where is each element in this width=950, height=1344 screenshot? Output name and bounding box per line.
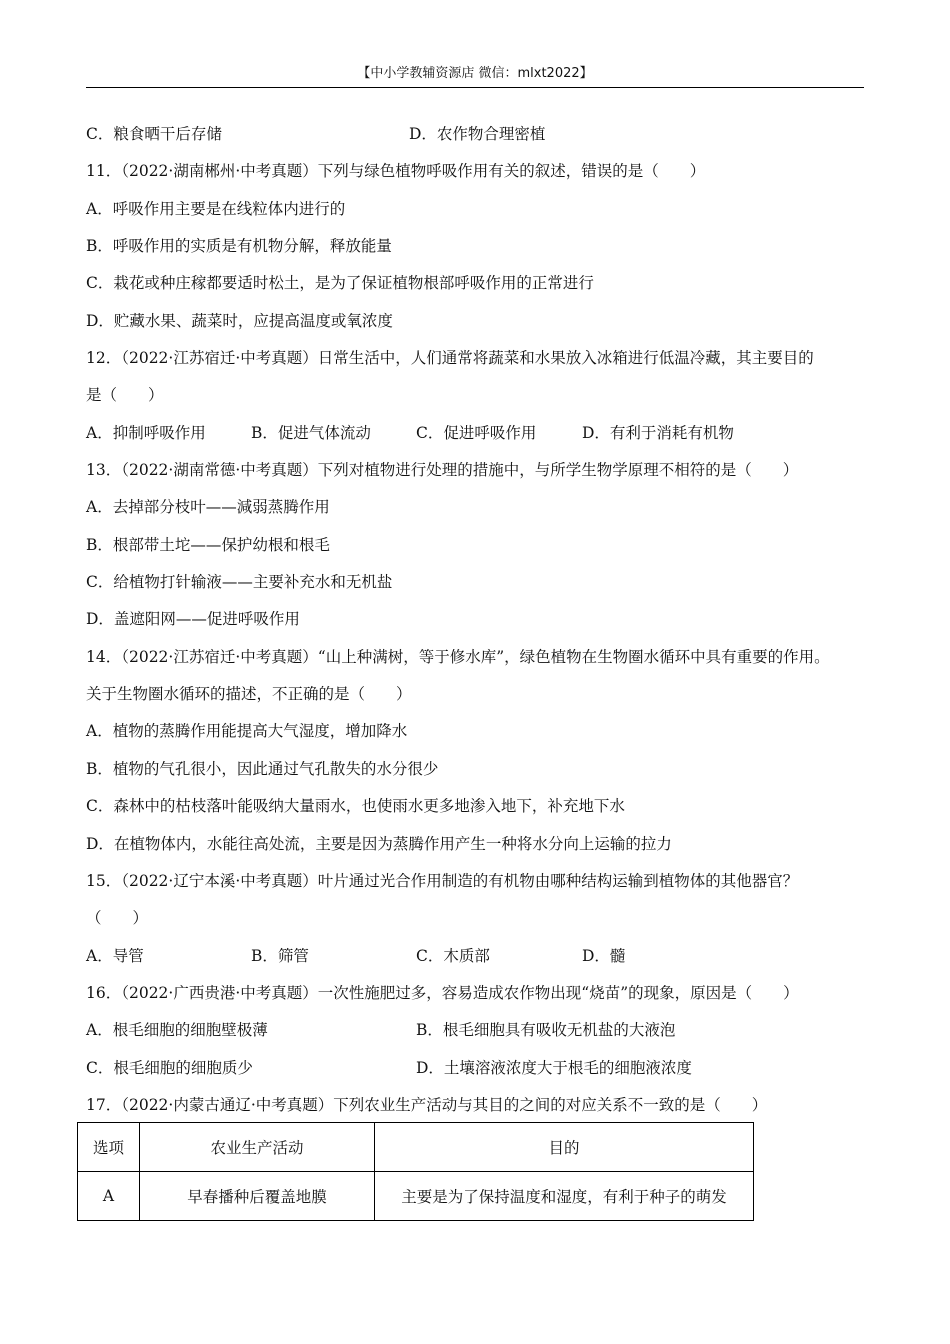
table-row	[78, 1172, 754, 1221]
q14-stem-line1: 14．（2022·江苏宿迁·中考真题）“山上种满树，等于修水库”，绿色植物在生物圈水循环中具有重要的作用。	[86, 648, 830, 666]
q15-stem-line1: 15．（2022·辽宁本溪·中考真题）叶片通过光合作用制造的有机物由哪种结构运输到植物体的其他器官？	[86, 872, 799, 890]
q17-options-table	[77, 1122, 754, 1221]
q12-option-c: C．促进呼吸作用	[416, 424, 537, 442]
q13-option-a: A．去掉部分枝叶——減弱蒸腾作用	[86, 498, 330, 516]
q11-option-c: C．栽花或种庄稼都要适时松土，是为了保证植物根部呼吸作用的正常进行	[86, 274, 594, 292]
q16-option-d: D．土壤溶液浓度大于根毛的细胞液浓度	[416, 1059, 692, 1077]
q16-option-a: A．根毛细胞的细胞壁极薄	[86, 1021, 268, 1039]
q13-option-d: D．盖遮阳网——促进呼吸作用	[86, 610, 300, 628]
q14-option-b: B．植物的气孔很小，因此通过气孔散失的水分很少	[86, 760, 439, 778]
table-cell-activity: 早春播种后覆盖地膜	[140, 1172, 375, 1221]
q10-option-c: C．粮食晒干后存储	[86, 125, 222, 143]
q16-option-c: C．根毛细胞的细胞质少	[86, 1059, 253, 1077]
q10-option-d: D．农作物合理密植	[409, 125, 546, 143]
table-cell-purpose: 主要是为了保持温度和湿度，有利于种子的萌发	[375, 1172, 754, 1221]
q13-stem: 13．（2022·湖南常德·中考真题）下列对植物进行处理的措施中，与所学生物学原理不相符的是（ ）	[86, 461, 799, 479]
q12-stem-line1: 12．（2022·江苏宿迁·中考真题）日常生活中，人们通常将蔬菜和水果放入冰箱进行低温冷藏，其主要目的	[86, 349, 814, 367]
q11-option-a: A．呼吸作用主要是在线粒体内进行的	[86, 200, 346, 218]
table-header-row	[78, 1123, 754, 1172]
q13-option-c: C．给植物打针输液——主要补充水和无机盐	[86, 573, 393, 591]
header-rule	[86, 87, 864, 88]
q14-option-d: D．在植物体内，水能往高处流，主要是因为蒸腾作用产生一种将水分向上运输的拉力	[86, 835, 672, 853]
q12-option-b: B．促进气体流动	[251, 424, 371, 442]
table-cell-option: A	[78, 1172, 140, 1221]
q15-stem-line2: （ ）	[86, 909, 149, 927]
q16-stem: 16．（2022·广西贵港·中考真题）一次性施肥过多，容易造成农作物出现“烧苗”的现象，原因是（ ）	[86, 984, 799, 1002]
q14-option-c: C．森林中的枯枝落叶能吸纳大量雨水，也使雨水更多地渗入地下，补充地下水	[86, 797, 625, 815]
q15-option-c: C．木质部	[416, 947, 490, 965]
q13-option-b: B．根部带土坨——保护幼根和根毛	[86, 536, 330, 554]
q12-stem-line2: 是（ ）	[86, 386, 164, 404]
table-header-purpose: 目的	[375, 1123, 754, 1172]
q14-stem-line2: 关于生物圈水循环的描述，不正确的是（ ）	[86, 685, 412, 703]
q15-option-a: A．导管	[86, 947, 144, 965]
q12-option-d: D．有利于消耗有机物	[582, 424, 734, 442]
q15-option-d: D．髓	[582, 947, 626, 965]
q11-option-b: B．呼吸作用的实质是有机物分解，释放能量	[86, 237, 392, 255]
table-header-option: 选项	[78, 1123, 140, 1172]
page-header: 【中小学教辅资源店 微信：mlxt2022】	[357, 66, 593, 81]
q11-option-d: D．贮藏水果、蔬菜时，应提高温度或氧浓度	[86, 312, 393, 330]
q15-option-b: B．筛管	[251, 947, 309, 965]
q12-option-a: A．抑制呼吸作用	[86, 424, 206, 442]
q16-option-b: B．根毛细胞具有吸收无机盐的大液泡	[416, 1021, 676, 1039]
q17-stem: 17．（2022·内蒙古通辽·中考真题）下列农业生产活动与其目的之间的对应关系不一致的是（ ）	[86, 1096, 768, 1114]
q14-option-a: A．植物的蒸腾作用能提高大气湿度，增加降水	[86, 722, 408, 740]
q11-stem: 11．（2022·湖南郴州·中考真题）下列与绿色植物呼吸作用有关的叙述，错误的是（ ）	[86, 162, 706, 180]
table-header-activity: 农业生产活动	[140, 1123, 375, 1172]
